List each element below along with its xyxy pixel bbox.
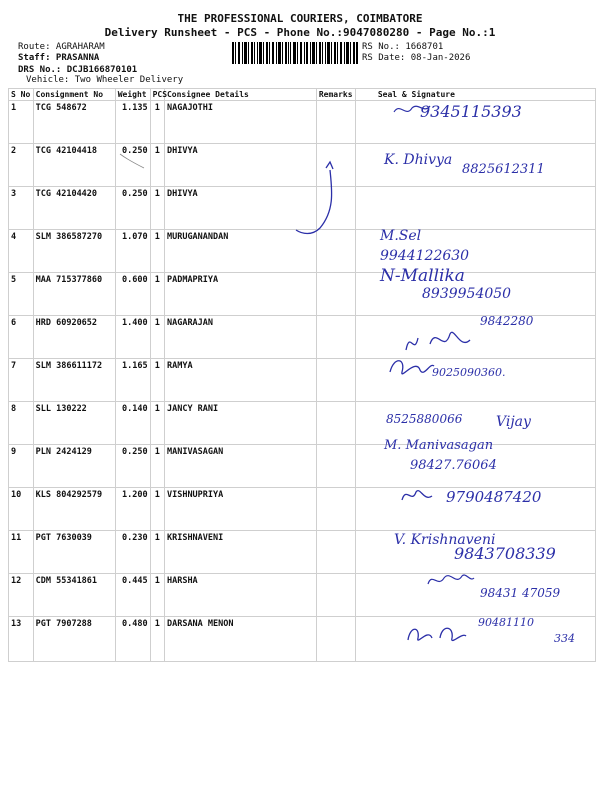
col-header-signature: Seal & Signature — [355, 89, 595, 101]
row-pcs: 1 — [150, 316, 164, 359]
route-label: Route: AGRAHARAM — [18, 42, 105, 52]
signature-10-phone: 9790487420 — [446, 488, 542, 506]
row-consignee: NAGAJOTHI — [164, 101, 316, 144]
signature-4-phone: 9944122630 — [380, 248, 470, 264]
row-consignee: RAMYA — [164, 359, 316, 402]
signature-2-name: K. Dhivya — [384, 152, 453, 168]
row-sno: 5 — [9, 273, 34, 316]
table-header-row — [9, 89, 596, 101]
pen-tick-mark — [118, 150, 148, 170]
col-header-pcs: PCS — [150, 89, 164, 101]
row-pcs: 1 — [150, 187, 164, 230]
signature-11-phone: 9843708339 — [454, 544, 556, 563]
signature-4-name: M.Sel — [380, 228, 422, 244]
col-header-sno: S No — [9, 89, 34, 101]
row-weight: 0.250 — [115, 144, 150, 187]
rs-date: RS Date: 08-Jan-2026 — [362, 53, 471, 63]
row-sno: 2 — [9, 144, 34, 187]
row-consignee: NAGARAJAN — [164, 316, 316, 359]
barcode-graphic — [232, 42, 358, 64]
row-remarks — [316, 445, 355, 488]
row-consignment-no: CDM 55341861 — [33, 574, 115, 617]
row-weight: 0.445 — [115, 574, 150, 617]
signature-13-phone-suffix: 334 — [554, 632, 575, 645]
row-sno: 7 — [9, 359, 34, 402]
row-consignee: JANCY RANI — [164, 402, 316, 445]
row-weight: 0.600 — [115, 273, 150, 316]
drs-number: DRS No.: DCJB166870101 — [18, 65, 138, 75]
row-pcs: 1 — [150, 445, 164, 488]
table-row — [9, 445, 596, 488]
row-weight: 0.230 — [115, 531, 150, 574]
row-weight: 0.250 — [115, 445, 150, 488]
col-header-remarks: Remarks — [316, 89, 355, 101]
row-consignee: KRISHNAVENI — [164, 531, 316, 574]
row-sno: 4 — [9, 230, 34, 273]
row-remarks — [316, 574, 355, 617]
row-pcs: 1 — [150, 273, 164, 316]
row-consignee: DARSANA MENON — [164, 617, 316, 662]
row-consignment-no: SLM 386611172 — [33, 359, 115, 402]
row-weight: 1.070 — [115, 230, 150, 273]
row-signature-cell — [355, 187, 595, 230]
row-remarks — [316, 273, 355, 316]
row-pcs: 1 — [150, 617, 164, 662]
row-pcs: 1 — [150, 488, 164, 531]
row-pcs: 1 — [150, 144, 164, 187]
row-weight: 0.250 — [115, 187, 150, 230]
row-sno: 8 — [9, 402, 34, 445]
row-pcs: 1 — [150, 402, 164, 445]
signature-8-name: Vijay — [496, 414, 531, 430]
signature-9-phone: 98427.76064 — [410, 458, 497, 473]
signature-8-phone: 8525880066 — [386, 412, 463, 426]
row-weight: 1.165 — [115, 359, 150, 402]
row-weight: 0.480 — [115, 617, 150, 662]
row-sno: 12 — [9, 574, 34, 617]
row-consignment-no: KLS 804292579 — [33, 488, 115, 531]
row-remarks — [316, 531, 355, 574]
signature-2-phone: 8825612311 — [462, 162, 545, 177]
row-consignment-no: PGT 7630039 — [33, 531, 115, 574]
row-consignee: HARSHA — [164, 574, 316, 617]
row-remarks — [316, 617, 355, 662]
row-weight: 1.400 — [115, 316, 150, 359]
signature-1: 9345115393 — [420, 102, 522, 121]
row-consignment-no: TCG 42104418 — [33, 144, 115, 187]
row-pcs: 1 — [150, 101, 164, 144]
pen-scribble-signature-10 — [398, 484, 438, 508]
row-consignee: MANIVASAGAN — [164, 445, 316, 488]
row-remarks — [316, 359, 355, 402]
row-consignment-no: SLM 386587270 — [33, 230, 115, 273]
table-row — [9, 359, 596, 402]
signature-11-name: V. Krishnaveni — [394, 532, 496, 548]
row-pcs: 1 — [150, 531, 164, 574]
row-consignment-no: HRD 60920652 — [33, 316, 115, 359]
row-remarks — [316, 402, 355, 445]
col-header-consignment: Consignment No — [33, 89, 115, 101]
vehicle-label: Vehicle: Two Wheeler Delivery — [26, 75, 184, 85]
row-remarks — [316, 488, 355, 531]
signature-5-phone: 8939954050 — [422, 286, 512, 302]
row-sno: 1 — [9, 101, 34, 144]
row-sno: 13 — [9, 617, 34, 662]
signature-13-phone: 90481110 — [478, 616, 534, 629]
staff-label: Staff: PRASANNA — [18, 53, 100, 63]
row-consignment-no: SLL 130222 — [33, 402, 115, 445]
signature-6-phone: 9842280 — [480, 314, 534, 328]
pen-scribble-signature-7 — [386, 352, 436, 382]
row-remarks — [316, 316, 355, 359]
row-weight: 1.200 — [115, 488, 150, 531]
row-sno: 6 — [9, 316, 34, 359]
col-header-consignee: Consignee Details — [164, 89, 316, 101]
row-weight: 0.140 — [115, 402, 150, 445]
row-sno: 11 — [9, 531, 34, 574]
row-weight: 1.135 — [115, 101, 150, 144]
row-consignee: MURUGANANDAN — [164, 230, 316, 273]
company-title: THE PROFESSIONAL COURIERS, COIMBATORE — [177, 12, 423, 25]
row-remarks — [316, 101, 355, 144]
rs-number: RS No.: 1668701 — [362, 42, 444, 52]
row-pcs: 1 — [150, 359, 164, 402]
row-sno: 3 — [9, 187, 34, 230]
signature-12-phone: 98431 47059 — [480, 586, 561, 600]
row-consignment-no: PGT 7907288 — [33, 617, 115, 662]
row-consignee: VISHNUPRIYA — [164, 488, 316, 531]
pen-scribble-signature-13 — [404, 618, 470, 648]
row-sno: 10 — [9, 488, 34, 531]
row-consignment-no: TCG 548672 — [33, 101, 115, 144]
pen-stroke-arrow — [290, 160, 350, 240]
row-pcs: 1 — [150, 230, 164, 273]
runsheet-subtitle: Delivery Runsheet - PCS - Phone No.:9047080280 - Page No.:1 — [104, 26, 496, 39]
row-sno: 9 — [9, 445, 34, 488]
row-consignment-no: TCG 42104420 — [33, 187, 115, 230]
col-header-weight: Weight — [115, 89, 150, 101]
row-consignment-no: PLN 2424129 — [33, 445, 115, 488]
row-consignee: DHIVYA — [164, 144, 316, 187]
pen-scribble-signature-12 — [426, 568, 476, 592]
signature-9-name: M. Manivasagan — [384, 438, 494, 453]
row-pcs: 1 — [150, 574, 164, 617]
row-consignee: PADMAPRIYA — [164, 273, 316, 316]
signature-7-phone: 9025090360. — [432, 366, 506, 379]
row-consignment-no: MAA 715377860 — [33, 273, 115, 316]
signature-5-name: N-Mallika — [380, 266, 465, 286]
row-consignee: DHIVYA — [164, 187, 316, 230]
